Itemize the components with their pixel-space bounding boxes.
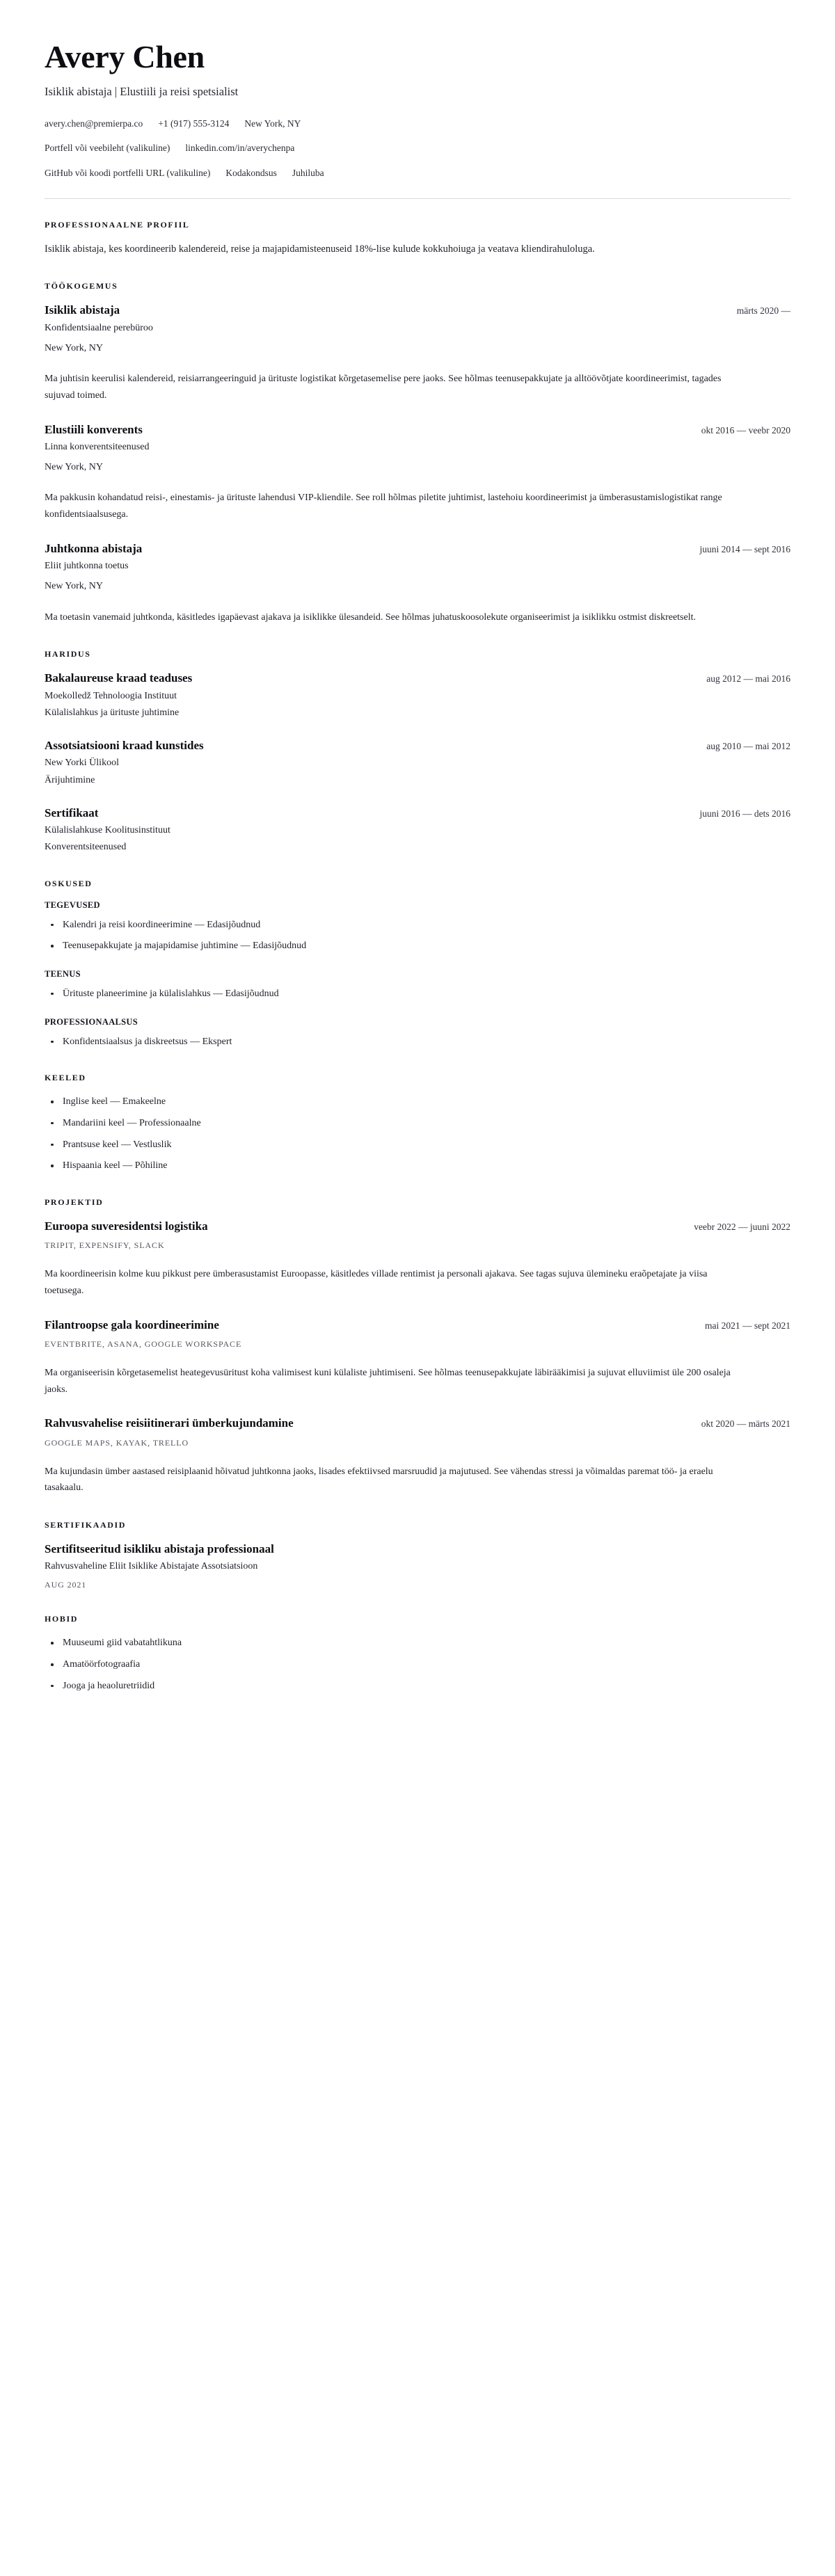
entry-header [45, 806, 790, 821]
contact-item[interactable]: GitHub või koodi portfelli URL (valikuline) [45, 167, 211, 178]
section-title-skills: OSKUSED [45, 878, 93, 888]
languages-list [45, 1094, 790, 1174]
entry-header [45, 671, 790, 686]
certifications-list [45, 1542, 790, 1590]
contact-item[interactable]: Portfell või veebileht (valikuline) [45, 143, 170, 154]
entry-date: märts 2020 — [736, 305, 790, 317]
hobbies-list [45, 1635, 790, 1693]
candidate-headline: Isiklik abistaja | Elustiili ja reisi spetsialist [45, 84, 239, 98]
hobby-item: Amatöörfotograafia [45, 1657, 790, 1672]
entry-field-of-study: Konverentsiteenused [45, 842, 127, 853]
skill-group-title: PROFESSIONAALSUS [45, 1016, 138, 1027]
section-title-experience: TÖÖKOGEMUS [45, 281, 118, 291]
entry-header [45, 541, 790, 557]
entry-date: mai 2021 — sept 2021 [705, 1320, 790, 1331]
entry-title: Sertifikaat [45, 806, 99, 819]
skill-item: Konfidentsiaalsus ja diskreetsus — Ekspert [45, 1034, 790, 1050]
language-item: Prantsuse keel — Vestluslik [45, 1137, 790, 1153]
project-entry [45, 1416, 790, 1496]
entry-tech-stack: GOOGLE MAPS, KAYAK, TRELLO [45, 1437, 189, 1448]
skill-group [45, 969, 790, 1002]
entry-date: okt 2016 — veebr 2020 [701, 424, 790, 435]
entry-title: Elustiili konverents [45, 422, 143, 436]
header-divider [45, 198, 790, 199]
contact-row [45, 141, 790, 155]
entry-description: Ma toetasin vanemaid juhtkonda, käsitledes igapäevast ajakava ja isiklikke ülesandeid. See hõlmas juhatuskoosolekute organiseerimist ja isiklikku ostmist diskreetselt. [45, 611, 696, 623]
experience-list [45, 303, 790, 625]
entry-title: Isiklik abistaja [45, 303, 120, 317]
entry-header [45, 1318, 790, 1333]
skill-item: Kalendri ja reisi koordineerimine — Edasijõudnud [45, 918, 790, 933]
entry-header [45, 422, 790, 438]
section-title-hobbies: HOBID [45, 1614, 79, 1624]
contact-item[interactable]: Kodakondsus [225, 167, 277, 178]
skill-group-title: TEENUS [45, 968, 81, 979]
entry-date: okt 2020 — märts 2021 [701, 1418, 790, 1430]
experience-entry [45, 303, 790, 403]
contact-row [45, 117, 790, 131]
entry-date: AUG 2021 [45, 1580, 87, 1590]
entry-header [45, 1542, 790, 1557]
entry-date: juuni 2014 — sept 2016 [699, 543, 790, 554]
entry-description: Ma pakkusin kohandatud reisi-, einestamis- ja ürituste lahendusi VIP-kliendile. See roll hõlmas piletite juhtimist, lastehoiu koordineerimist ja ümberasustamislogistikat range konfidentsiaalsusega. [45, 493, 722, 520]
contact-item[interactable]: Juhiluba [292, 167, 324, 178]
entry-organization: Konfidentsiaalne perebüroo [45, 322, 153, 333]
entry-title: Sertifitseeritud isikliku abistaja professionaal [45, 1542, 274, 1556]
entry-description: Ma kujundasin ümber aastased reisiplaanid hõivatud juhtkonna jaoks, lisades efektiivsed marsruudid ja majutused. See vähendas stressi ja võimaldas paremat töö- ja eraelu tasakaalu. [45, 1466, 713, 1494]
entry-tech-stack: TRIPIT, EXPENSIFY, SLACK [45, 1240, 165, 1251]
section-profile [45, 220, 790, 257]
section-title-projects: PROJEKTID [45, 1197, 104, 1208]
contact-item[interactable]: +1 (917) 555-3124 [158, 118, 230, 129]
hobby-item: Jooga ja heaoluretriidid [45, 1679, 790, 1694]
skill-group [45, 900, 790, 954]
skill-group-title: TEGEVUSED [45, 899, 100, 910]
education-entry [45, 738, 790, 787]
section-education [45, 649, 790, 854]
candidate-name: Avery Chen [45, 39, 205, 74]
project-entry [45, 1318, 790, 1398]
section-projects [45, 1197, 790, 1496]
skill-items [45, 986, 790, 1002]
entry-organization: Külalislahkuse Koolitusinstituut [45, 824, 170, 835]
skill-group [45, 1017, 790, 1050]
contact-row [45, 166, 790, 180]
entry-header [45, 738, 790, 753]
entry-description: Ma juhtisin keerulisi kalendereid, reisiarrangeeringuid ja ürituste logistikat kõrgetasemelise pere jaoks. See hõlmas teenusepakkujate ja alltöövõtjate koordineerimist, tagades sujuvad toimed. [45, 374, 722, 401]
section-hobbies [45, 1614, 790, 1693]
entry-title: Juhtkonna abistaja [45, 541, 143, 555]
section-title-profile: PROFESSIONAALNE PROFIIL [45, 219, 190, 230]
section-title-certifications: SERTIFIKAADID [45, 1520, 127, 1530]
entry-title: Filantroopse gala koordineerimine [45, 1318, 219, 1331]
entry-title: Euroopa suveresidentsi logistika [45, 1219, 208, 1233]
profile-summary: Isiklik abistaja, kes koordineerib kalendereid, reise ja majapidamisteenuseid 18%-lise kulude kokkuhoiuga ja veatava kliendirahuloluga. [45, 243, 595, 255]
hobby-item: Muuseumi giid vabatahtlikuna [45, 1635, 790, 1651]
education-entry [45, 671, 790, 720]
entry-description: Ma koordineerisin kolme kuu pikkust pere ümberasustamist Euroopasse, käsitledes villade rentimist ja personali ajakava. See tagas sujuva ülemineku eraõpetajate ja viisa toetusega. [45, 1269, 708, 1296]
language-item: Mandariini keel — Professionaalne [45, 1116, 790, 1131]
entry-header [45, 1219, 790, 1234]
entry-title: Assotsiatsiooni kraad kunstides [45, 739, 204, 753]
entry-organization: Linna konverentsiteenused [45, 441, 150, 452]
project-entry [45, 1219, 790, 1299]
contact-block [45, 117, 790, 180]
entry-date: aug 2012 — mai 2016 [706, 673, 790, 685]
contact-item[interactable]: avery.chen@premierpa.co [45, 118, 143, 129]
skill-items [45, 918, 790, 954]
language-item: Inglise keel — Emakeelne [45, 1094, 790, 1110]
entry-organization: New Yorki Ülikool [45, 758, 119, 769]
section-experience [45, 281, 790, 625]
skill-item: Ürituste planeerimine ja külalislahkus — Edasijõudnud [45, 986, 790, 1002]
entry-date: aug 2010 — mai 2012 [706, 741, 790, 752]
entry-organization: Moekolledž Tehnoloogia Instituut [45, 690, 177, 701]
entry-location: New York, NY [45, 462, 104, 473]
entry-date: veebr 2022 — juuni 2022 [694, 1222, 790, 1233]
section-title-education: HARIDUS [45, 649, 91, 659]
section-skills [45, 879, 790, 1050]
entry-location: New York, NY [45, 342, 104, 353]
entry-date: juuni 2016 — dets 2016 [699, 808, 790, 819]
section-title-languages: KEELED [45, 1073, 86, 1083]
contact-item[interactable]: linkedin.com/in/averychenpa [185, 143, 295, 154]
entry-tech-stack: EVENTBRITE, ASANA, GOOGLE WORKSPACE [45, 1338, 242, 1349]
education-list [45, 671, 790, 854]
experience-entry [45, 541, 790, 625]
section-certifications [45, 1520, 790, 1590]
entry-location: New York, NY [45, 581, 104, 592]
entry-field-of-study: Ärijuhtimine [45, 774, 95, 785]
projects-list [45, 1219, 790, 1496]
entry-header [45, 303, 790, 318]
entry-issuer: Rahvusvaheline Eliit Isiklike Abistajate Assotsiatsioon [45, 1561, 258, 1572]
language-item: Hispaania keel — Põhiline [45, 1158, 790, 1174]
entry-organization: Eliit juhtkonna toetus [45, 561, 129, 572]
education-entry [45, 806, 790, 855]
experience-entry [45, 422, 790, 523]
section-languages [45, 1073, 790, 1174]
skill-item: Teenusepakkujate ja majapidamise juhtimine — Edasijõudnud [45, 938, 790, 954]
resume-header [45, 40, 790, 180]
skill-items [45, 1034, 790, 1050]
entry-title: Rahvusvahelise reisiitinerari ümberkujundamine [45, 1416, 294, 1430]
skills-groups [45, 900, 790, 1050]
entry-title: Bakalaureuse kraad teaduses [45, 671, 193, 685]
certification-entry [45, 1542, 790, 1590]
contact-item[interactable]: New York, NY [244, 118, 301, 129]
entry-field-of-study: Külalislahkus ja ürituste juhtimine [45, 707, 180, 718]
entry-header [45, 1416, 790, 1431]
entry-description: Ma organiseerisin kõrgetasemelist heategevusüritust koha valimisest kuni külaliste juhtimiseni. See hõlmas teenusepakkujate läbirääkimisi ja sujuvat elluviimist üle 200 osaleja jaoks. [45, 1367, 731, 1395]
